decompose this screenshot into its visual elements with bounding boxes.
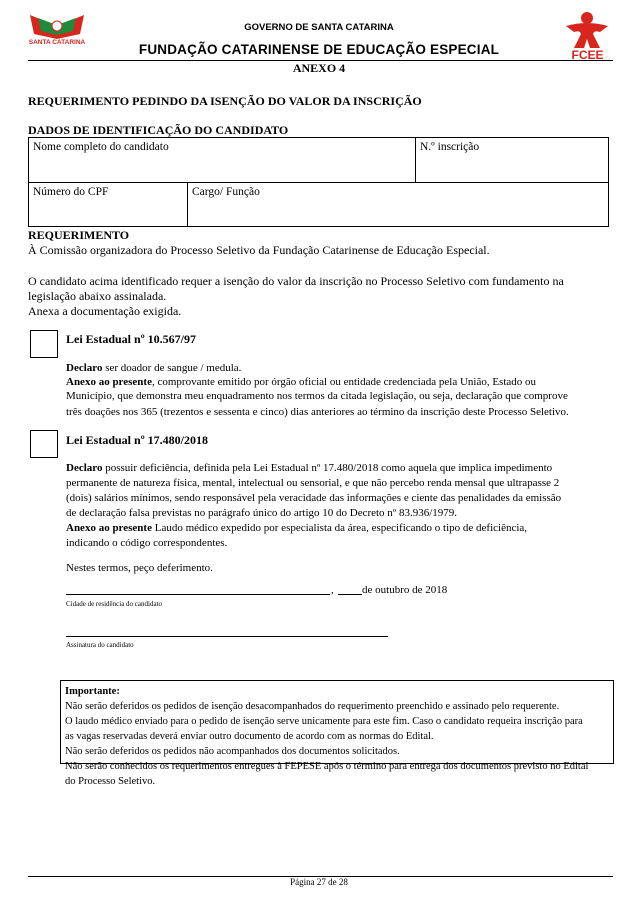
request-attachment-note: Anexa a documentação exigida. [28,304,182,318]
request-paragraph-line2: legislação abaixo assinalada. [28,289,167,303]
law2-declaro-label: Declaro [66,462,103,474]
registration-number-field[interactable]: N.º inscrição [420,141,480,153]
important-line6: do Processo Seletivo. [65,776,156,787]
request-title: REQUERIMENTO [28,228,130,242]
request-addressee: À Comissão organizadora do Processo Seletivo da Fundação Catarinense de Educação Especial. [28,243,490,257]
important-line2: O laudo médico enviado para o pedido de isenção serve unicamente para este fim. Caso o candidato requeira inscrição para [65,716,583,727]
id-section-title: DADOS DE IDENTIFICAÇÃO DO CANDIDATO [28,123,289,137]
law1-annex-line3: três doações nos 365 (trezentos e sessenta e cinco) dias anteriores ao término da inscrição deste Processo Seletivo. [66,406,569,418]
important-notice [60,680,614,787]
law1-anexo-label: Anexo ao presente [66,376,152,388]
law1-checkbox[interactable] [30,330,58,358]
identification-table [28,137,609,227]
signature-line[interactable] [66,636,388,637]
important-line3: as vagas reservadas deverá enviar outro documento de acordo com as normas do Edital. [65,731,434,742]
government-name: GOVERNO DE SANTA CATARINA [244,22,394,33]
city-line[interactable] [66,594,330,595]
fcee-logo [560,10,615,62]
important-title: Importante: [65,686,120,697]
law1-annex-line2: Município, que demonstra meu enquadramento nos termos da citada legislação, ou seja, declaração que comprove [66,390,568,402]
position-field[interactable]: Cargo/ Função [192,186,260,198]
signature-label: Assinatura do candidato [66,641,134,649]
page-number: Página 27 de 28 [290,877,348,887]
date-text: de outubro de 2018 [362,584,448,596]
law2-declaration-line2: permanente de natureza física, mental, intelectual ou sensorial, e que não percebo renda mensal que ultrapasse 2 [66,477,560,489]
request-paragraph-line1: O candidato acima identificado requer a isenção do valor da inscrição no Processo Seletivo com fundamento na [28,274,564,288]
santa-catarina-logo-text: SANTA CATARINA [28,39,86,46]
fcee-logo-text: FCEE [571,48,604,62]
law2-declaration-line4: de declaração falsa previstas no parágrafo único do artigo 10 do Decreto nº 83.936/1979. [66,507,458,519]
important-line1: Não serão deferidos os pedidos de isenção desacompanhados do requerimento preenchido e assinado pelo requerente. [65,701,560,712]
document-title: REQUERIMENTO PEDINDO DA ISENÇÃO DO VALOR DA INSCRIÇÃO [28,94,422,108]
day-line[interactable] [338,594,362,595]
law2-declaration-line3: (dois) salários mínimos, sendo responsável pela veracidade das informações e ciente das penalidades da emissão [66,492,562,504]
law2-annex-line1: Anexo ao presente Laudo médico expedido por especialista da área, especificando o tipo de deficiência, [66,522,528,534]
law2-title: Lei Estadual nº 17.480/2018 [66,433,208,447]
important-line5: Não serão conhecidos os requerimentos entregues à FEPESE após o término para entrega dos documentos previsto no Edital [65,761,589,772]
law1-title: Lei Estadual nº 10.567/97 [66,332,196,346]
law1-declaration: Declaro ser doador de sangue / medula. [66,362,242,374]
law2-anexo-label: Anexo ao presente [66,522,152,534]
important-line4: Não serão deferidos os pedidos não acompanhados dos documentos solicitados. [65,746,400,757]
law2-declaration-line1: Declaro possuir deficiência, definida pela Lei Estadual nº 17.480/2018 como aquela que implica impedimento [66,462,553,474]
law2-checkbox[interactable] [30,430,58,458]
cpf-field[interactable]: Número do CPF [33,186,109,198]
city-label: Cidade de residência do candidato [66,600,163,608]
closing-text: Nestes termos, peço deferimento. [66,562,213,574]
foundation-name: FUNDAÇÃO CATARINENSE DE EDUCAÇÃO ESPECIAL [138,42,500,57]
law2-annex-line2: indicando o código correspondentes. [66,537,228,549]
full-name-field[interactable]: Nome completo do candidato [33,141,169,153]
law1-annex-line1: Anexo ao presente, comprovante emitido por órgão oficial ou entidade credenciada pela União, Estado ou [66,376,537,388]
law1-declaro-label: Declaro [66,362,103,374]
annex-title: ANEXO 4 [292,61,346,75]
